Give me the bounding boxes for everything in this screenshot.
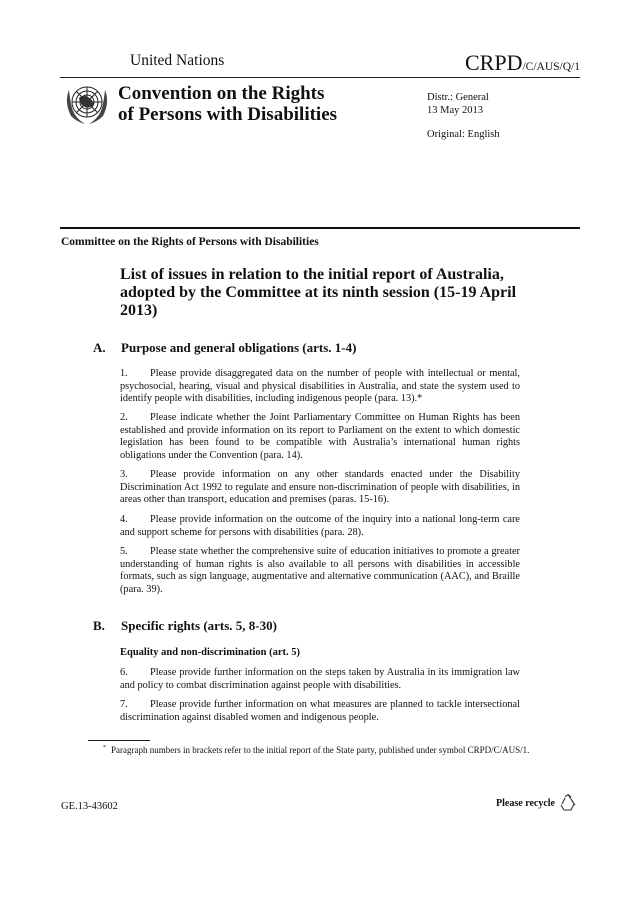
footnote-text: Paragraph numbers in brackets refer to the initial report of the State party, published under symbol CRPD/C/AUS/1. (111, 745, 530, 755)
distribution: Distr.: General (427, 92, 489, 103)
recycle-notice (496, 793, 578, 813)
symbol-main: CRPD (465, 50, 523, 75)
document-symbol (465, 50, 580, 76)
convention-title (118, 83, 337, 125)
subsection-heading: Equality and non-discrimination (art. 5) (120, 647, 300, 658)
footnote (103, 745, 531, 757)
footnote-marker: * (103, 745, 106, 751)
title-rule (60, 227, 580, 229)
paragraph-3: 3. Please provide information on any other standards enacted under the Disability Discrimination Act 1992 to regulate and ensure non-discrimination of people with disabilities, in areas other than transport, education and premises (paras. 15-16). (120, 469, 520, 506)
symbol-suffix: /C/AUS/Q/1 (522, 61, 580, 73)
convention-title-line2: of Persons with Disabilities (118, 104, 338, 125)
recycle-icon (558, 793, 578, 813)
paragraph-1: 1. Please provide disaggregated data on the number of people with intellectual or mental, psychosocial, hearing, visual and physical disabilities in Australia, and state the system used to identify people with disabilities, including indigenous people (para. 13).* (120, 368, 520, 405)
paragraph-5: 5. Please state whether the comprehensive suite of education initiatives to promote a greater understanding of human rights is also available to all persons with disabilities in accessible formats, such as sign language, augmentative and alternative communication (AAC), and Braille (para. 39). (120, 546, 520, 595)
section-b-heading (93, 618, 277, 634)
issue-date: 13 May 2013 (427, 105, 483, 116)
committee-name: Committee on the Rights of Persons with Disabilities (61, 236, 319, 248)
section-title: Purpose and general obligations (arts. 1-4) (121, 340, 357, 355)
header-rule (60, 77, 580, 78)
recycle-label: Please recycle (496, 797, 555, 809)
section-letter: B. (93, 618, 105, 633)
org-name: United Nations (130, 52, 225, 69)
paragraph-2: 2. Please indicate whether the Joint Parliamentary Committee on Human Rights has been established and provide information on its report to Parliament on the extent to which domestic legislation has been found to be compatible with Australia’s international human rights obligations under the Convention (para. 14). (120, 412, 520, 461)
section-letter: A. (93, 340, 106, 355)
distribution-block (427, 91, 489, 117)
footnote-rule (88, 740, 150, 741)
section-a-heading (93, 340, 356, 356)
un-emblem-icon (61, 80, 113, 128)
document-title: List of issues in relation to the initial report of Australia, adopted by the Committee at its ninth session (15-19 April 2013) (120, 266, 517, 319)
original-language: Original: English (427, 129, 500, 140)
paragraph-6: 6. Please provide further information on the steps taken by Australia in its immigration law and policy to combat discrimination against people with disabilities. (120, 667, 520, 691)
convention-title-line1: Convention on the Rights (118, 83, 325, 104)
job-number: GE.13-43602 (61, 801, 118, 812)
paragraph-4: 4. Please provide information on the outcome of the inquiry into a national long-term care and support scheme for persons with disabilities (para. 28). (120, 514, 520, 538)
section-title: Specific rights (arts. 5, 8-30) (121, 618, 277, 633)
paragraph-7: 7. Please provide further information on what measures are planned to tackle intersectional discrimination against disabled women and indigenous people. (120, 699, 520, 723)
